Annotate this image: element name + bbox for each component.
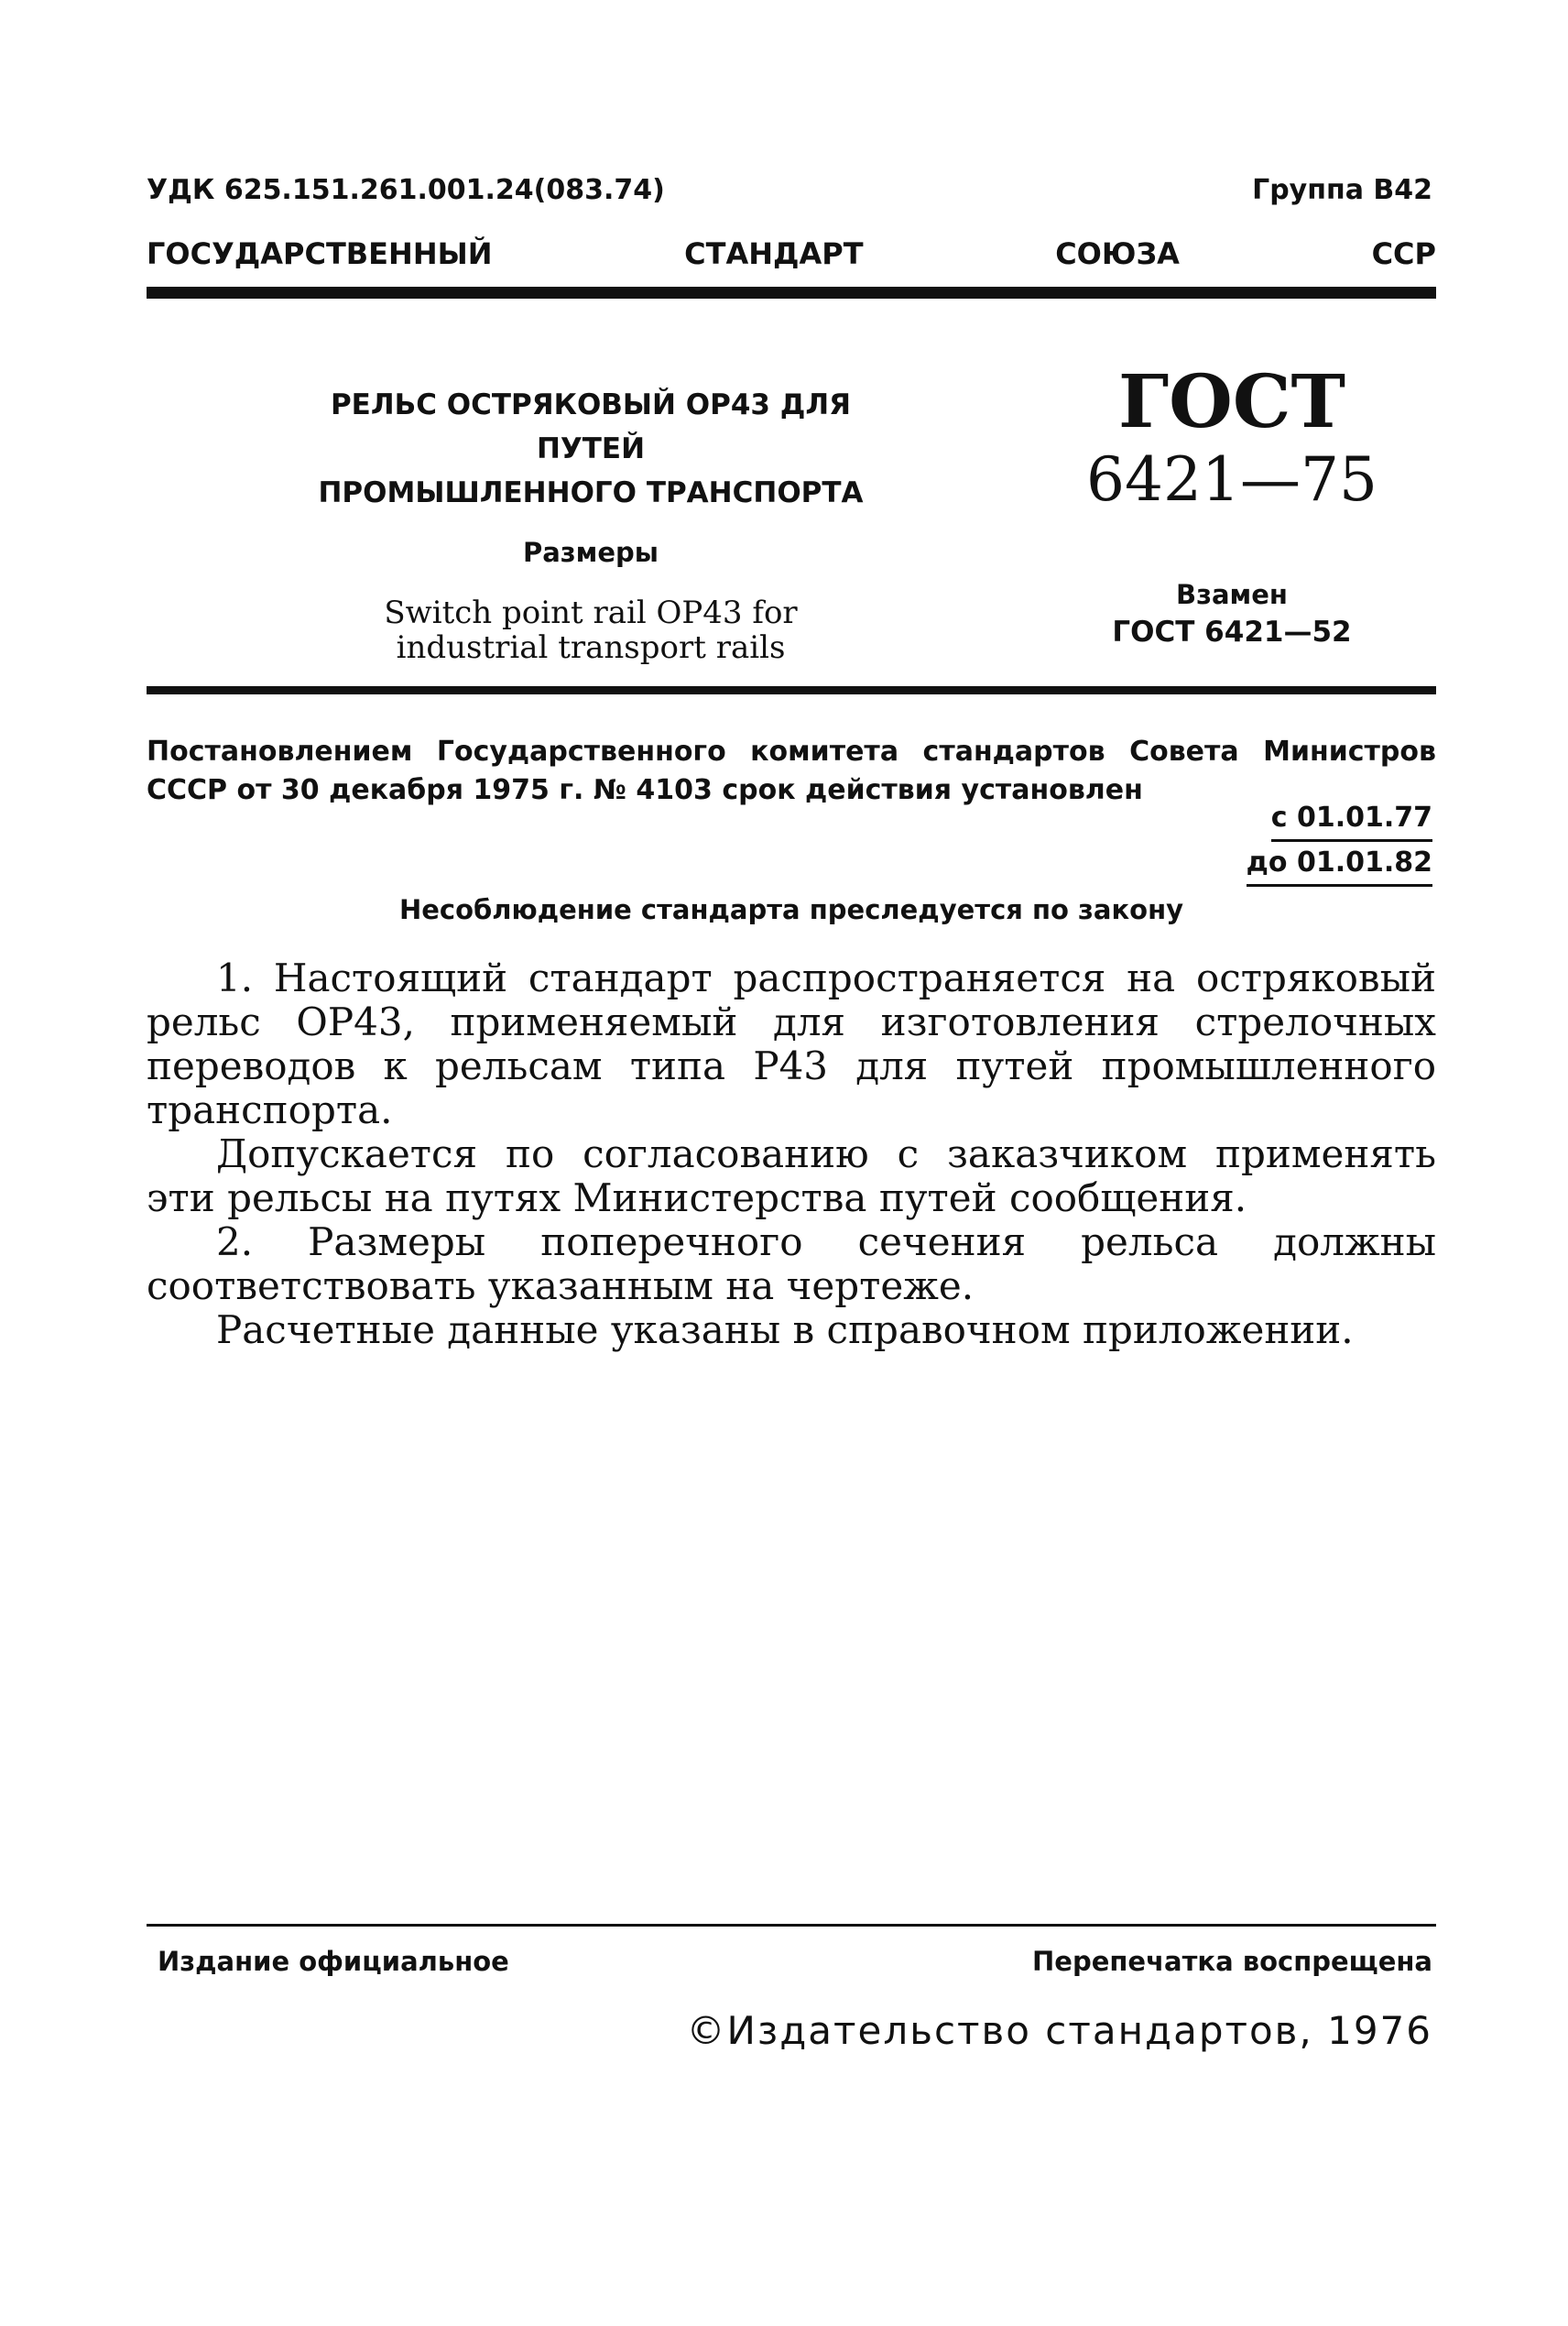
title-block [275, 383, 907, 665]
state-title-word: СТАНДАРТ [684, 236, 864, 271]
footer-rule [147, 1924, 1436, 1927]
group-code: Группа В42 [1252, 174, 1432, 206]
gost-block [1081, 357, 1383, 649]
english-title [275, 595, 907, 665]
validity-dates [1247, 797, 1432, 887]
title-line-1: РЕЛЬС ОСТРЯКОВЫЙ ОР43 ДЛЯ ПУТЕЙ [330, 388, 852, 465]
reprint-prohibited: Перепечатка воспрещена [1032, 1946, 1432, 1977]
copyright: ©Издательство стандартов, 1976 [686, 2008, 1432, 2053]
english-title-line-2: industrial transport rails [396, 629, 786, 666]
state-title-word: СОЮЗА [1055, 236, 1180, 271]
gost-label: ГОСТ [1117, 358, 1346, 444]
official-edition: Издание официальное [158, 1946, 509, 1977]
udk-code: УДК 625.151.261.001.24(083.74) [147, 174, 665, 206]
section-rule [147, 686, 1436, 694]
replaces-label: Взамен [1176, 579, 1288, 610]
paragraph: 1. Настоящий стандарт распространяется на остряковый рельс ОР43, применяемый для изготовления стрелочных переводов к рельсам типа Р43 для путей промышленного транспорта. [147, 956, 1436, 1132]
english-title-line-1: Switch point rail OP43 for [384, 595, 798, 631]
state-title-word: ССР [1371, 236, 1436, 271]
state-title-word: ГОСУДАРСТВЕННЫЙ [147, 236, 493, 271]
standard-body [147, 956, 1436, 1352]
state-standard-title [147, 236, 1436, 271]
paragraph: Допускается по согласованию с заказчиком применять эти рельсы на путях Министерства путей сообщения. [147, 1131, 1436, 1220]
title-line-2: ПРОМЫШЛЕННОГО ТРАНСПОРТА [318, 476, 864, 509]
legal-warning: Несоблюдение стандарта преследуется по закону [398, 894, 1184, 925]
gost-number: 6421—75 [1086, 444, 1377, 515]
paragraph: Расчетные данные указаны в справочном приложении. [216, 1307, 1354, 1352]
decree-text: Постановлением Государственного комитета стандартов Совета Министров СССР от 30 декабря 1975 г. № 4103 срок действия установлен [147, 736, 1436, 806]
replaces-gost: ГОСТ 6421—52 [1112, 616, 1352, 649]
header-rule [147, 287, 1436, 299]
paragraph: 2. Размеры поперечного сечения рельса должны соответствовать указанным на чертеже. [147, 1219, 1436, 1308]
title-subtitle: Размеры [522, 537, 659, 568]
valid-to: до 01.01.82 [1247, 842, 1432, 887]
valid-from: с 01.01.77 [1271, 797, 1432, 842]
